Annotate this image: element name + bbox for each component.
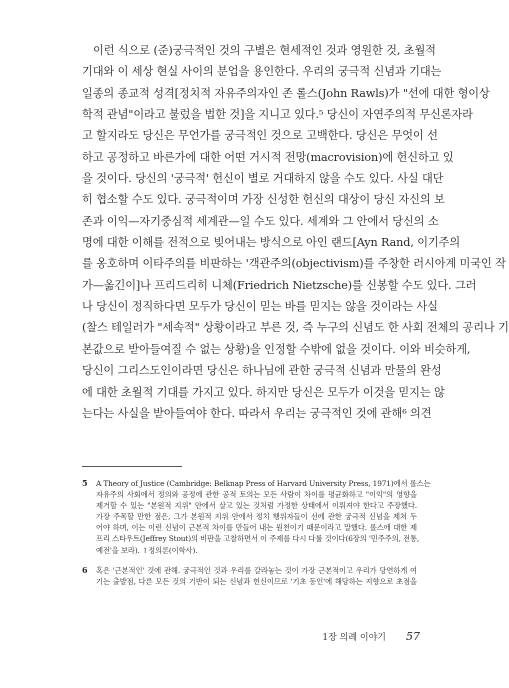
footnote-line: A Theory of Justice (Cambridge: Belknap Press of Harvard University Press, 1971)에서 롤스는 [96,479,431,488]
body-line: 학적 관념"이라고 불렀을 법한 것]을 지니고 있다.⁵ 당신이 자연주의적 무신론자라 [82,108,473,122]
body-line: 을 것이다. 당신의 '궁극적' 헌신이 별로 거대하지 않을 수도 있다. 사실 대단 [82,172,444,186]
footnote-line: 제거할 수 있는 "본원적 지위" 안에서 살고 있는 것처럼 가정한 상태에서 이뤄져야 한다고 주장했다. [96,501,417,511]
footnote-divider [82,466,182,467]
footnote-line: 가장 주목할 만한 점은, 그가 본원적 지위 안에서 정치 행위자들이 선에 관한 궁극적 신념을 제쳐 두 [96,512,417,522]
body-line: (찰스 테일러가 "세속적" 상황이라고 부른 것, 즉 누구의 신념도 한 사회 전체의 공리나 기 [82,321,509,335]
footnote-line: 기는 출발점, 다른 모든 것의 기반이 되는 신념과 헌신이므로 '기초 동인'에 해당하는 지향으로 초점을 [96,576,417,586]
running-footer [322,630,420,643]
body-line: 하고 공정하고 바른가에 대한 어떤 거시적 전망(macrovision)에 헌신하고 있 [82,150,454,164]
body-line: 가—옮긴이]나 프리드리히 니체(Friedrich Nietzsche)를 신봉할 수도 있다. 그러 [82,278,477,292]
body-line: 이런 식으로 (준)궁극적인 것의 구별은 현세적인 것과 영원한 것, 초월적 [93,44,436,57]
chapter-title: 1장 의례 이야기 [322,633,386,643]
body-line: 존과 이익—자기중심적 세계관—일 수도 있다. 세계와 그 안에서 당신의 소 [82,214,439,228]
footnote-5 [82,478,431,556]
body-line: 나 당신이 정직하다면 모두가 당신이 믿는 바를 믿지는 않을 것이라는 사실 [82,300,438,314]
body-line: 를 옹호하며 이타주의를 비판하는 '객관주의(objectivism)를 주창한 러시아계 미국인 작 [82,257,506,271]
footnote-number: 5 [82,478,88,488]
body-line: 에 대한 초월적 기대를 가지고 있다. 하지만 당신은 모두가 이것을 믿지는 않 [82,385,445,399]
body-line: 일종의 종교적 성격[정치적 자유주의자인 존 롤스(John Rawls)가 "선에 대한 형이상 [82,86,490,100]
body-line: 기대와 이 세상 현실 사이의 분업을 용인한다. 우리의 궁극적 신념과 기대는 [82,65,442,79]
body-line: 명에 대한 이해를 전적으로 빚어내는 방식으로 아인 랜드[Ayn Rand, 이기주의 [82,236,461,250]
footnote-line: 혹은 '근본적인' 것에 관해. 궁극적인 것과 우리를 갈라놓는 것이 가장 근본적이고 우리가 당연하게 여 [96,565,417,575]
footnote-line: 어야 하며, 이는 이런 신념이 근본적 차이를 만들어 내는 원천이기 때문이라고 말했다. 롤스에 대한 제 [96,523,417,533]
body-line: 본값으로 받아들여질 수 없는 상황)을 인정할 수밖에 없을 것이다. 이와 비슷하게, [82,342,471,356]
body-line: 는다는 사실을 받아들여야 한다. 따라서 우리는 궁극적인 것에 관해⁶ 의견 [82,406,432,420]
footnote-number: 6 [82,564,88,575]
footnote-line: 자유주의 사회에서 정의와 공정에 관한 공적 토의는 모든 사람이 차이를 평균화하고 "이익"의 영향을 [96,490,417,500]
footnotes [82,478,431,596]
body-text [82,40,509,424]
page-number: 57 [406,630,420,643]
body-line: 히 협소할 수도 있다. 궁극적이며 가장 신성한 헌신의 대상이 당신 자신의 보 [82,193,445,207]
body-line: 고 할지라도 당신은 무언가를 궁극적인 것으로 고백한다. 당신은 무엇이 선 [82,129,438,143]
footnote-line: 프리 스타우트(Jeffrey Stout)의 비판을 고찰하면서 이 주제를 다시 다룰 것이다(6장의 '민주주의, 전통, [96,534,420,544]
body-line: 당신이 그리스도인이라면 당신은 하나님에 관한 궁극적 신념과 만물의 완성 [82,364,442,378]
footnote-line: 예전'을 보라). ↑정의론(이학사). [96,545,198,555]
footnote-6 [82,565,417,587]
